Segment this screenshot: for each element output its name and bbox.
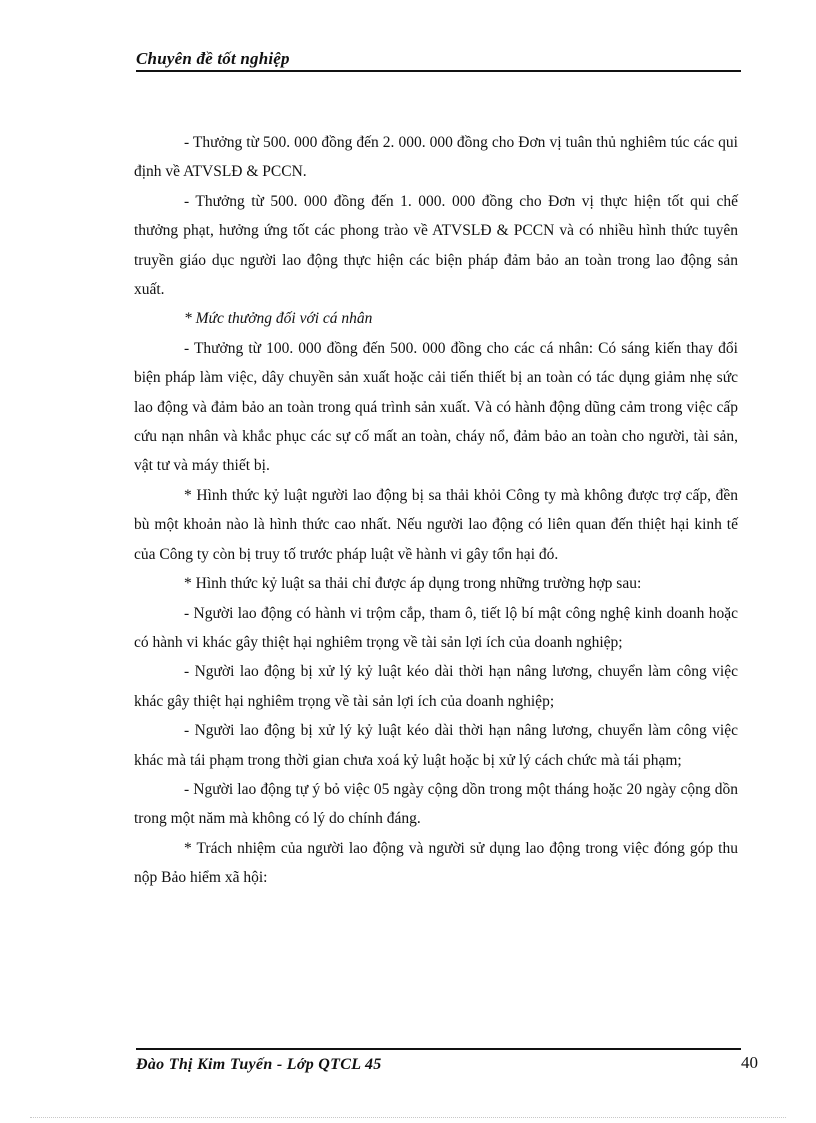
paragraph-reward-unit-performance: - Thưởng từ 500. 000 đồng đến 1. 000. 000 đồng cho Đơn vị thực hiện tốt qui chế thưởng phạt, hưởng ứng tốt các phong trào về ATVSLĐ & PCCN và có nhiều hình thức tuyên truyền giáo dục người lao động thực hiện các biện pháp đảm bảo an toàn trong lao động sản xuất. bbox=[134, 192, 738, 299]
footer-divider bbox=[136, 1048, 741, 1050]
header-title: Chuyên đề tốt nghiệp bbox=[136, 49, 290, 68]
paragraph-reward-unit-compliance: - Thưởng từ 500. 000 đồng đến 2. 000. 000 đồng cho Đơn vị tuân thủ nghiêm túc các qui định về ATVSLĐ & PCCN. bbox=[134, 134, 738, 181]
list-item-theft: - Người lao động có hành vi trộm cắp, tham ô, tiết lộ bí mật công nghệ kinh doanh hoặc có hành vi khác gây thiệt hại nghiêm trọng về tài sản lợi ích của doanh nghiệp; bbox=[134, 604, 738, 651]
paragraph-dismissal-highest: * Hình thức kỷ luật người lao động bị sa thải khỏi Công ty mà không được trợ cấp, đền bù một khoản nào là hình thức cao nhất. Nếu người lao động có liên quan đến thiệt hại kinh tế của Công ty còn bị truy tố trước pháp luật về hành vi gây tổn hại đó. bbox=[134, 486, 738, 563]
body-text bbox=[134, 128, 738, 893]
paragraph-social-insurance: * Trách nhiệm của người lao động và người sử dụng lao động trong việc đóng góp thu nộp Bảo hiểm xã hội: bbox=[134, 839, 738, 887]
paragraph-dismissal-cases-intro: * Hình thức kỷ luật sa thải chỉ được áp dụng trong những trường hợp sau: bbox=[184, 575, 642, 593]
list-item-repeat-offense: - Người lao động bị xử lý kỷ luật kéo dài thời hạn nâng lương, chuyển làm công việc khác mà tái phạm trong thời gian chưa xoá kỷ luật hoặc bị xử lý cách chức mà tái phạm; bbox=[134, 722, 738, 769]
page-header bbox=[136, 49, 741, 73]
list-item-transfer-damage: - Người lao động bị xử lý kỷ luật kéo dài thời hạn nâng lương, chuyển làm công việc khác gây thiệt hại nghiêm trọng về tài sản lợi ích của doanh nghiệp; bbox=[134, 663, 738, 710]
header-divider bbox=[136, 70, 741, 72]
page-bottom-border bbox=[30, 1117, 786, 1118]
list-item-absence: - Người lao động tự ý bỏ việc 05 ngày cộng dồn trong một tháng hoặc 20 ngày cộng dồn trong một năm mà không có lý do chính đáng. bbox=[134, 780, 738, 828]
paragraph-reward-individual: - Thưởng từ 100. 000 đồng đến 500. 000 đồng cho các cá nhân: Có sáng kiến thay đổi biện pháp làm việc, dây chuyền sản xuất hoặc cải tiến thiết bị an toàn có tác dụng giảm nhẹ sức lao động và đảm bảo an toàn trong quá trình sản xuất. Và có hành động dũng cảm trong việc cấp cứu nạn nhân và khắc phục các sự cố mất an toàn, cháy nổ, đảm bảo an toàn cho người, tài sản, vật tư và máy thiết bị. bbox=[134, 339, 738, 475]
page-number: 40 bbox=[741, 1053, 758, 1072]
subheading-individual-reward: * Mức thưởng đối với cá nhân bbox=[184, 310, 373, 328]
footer-author: Đào Thị Kim Tuyến - Lớp QTCL 45 bbox=[136, 1056, 382, 1073]
